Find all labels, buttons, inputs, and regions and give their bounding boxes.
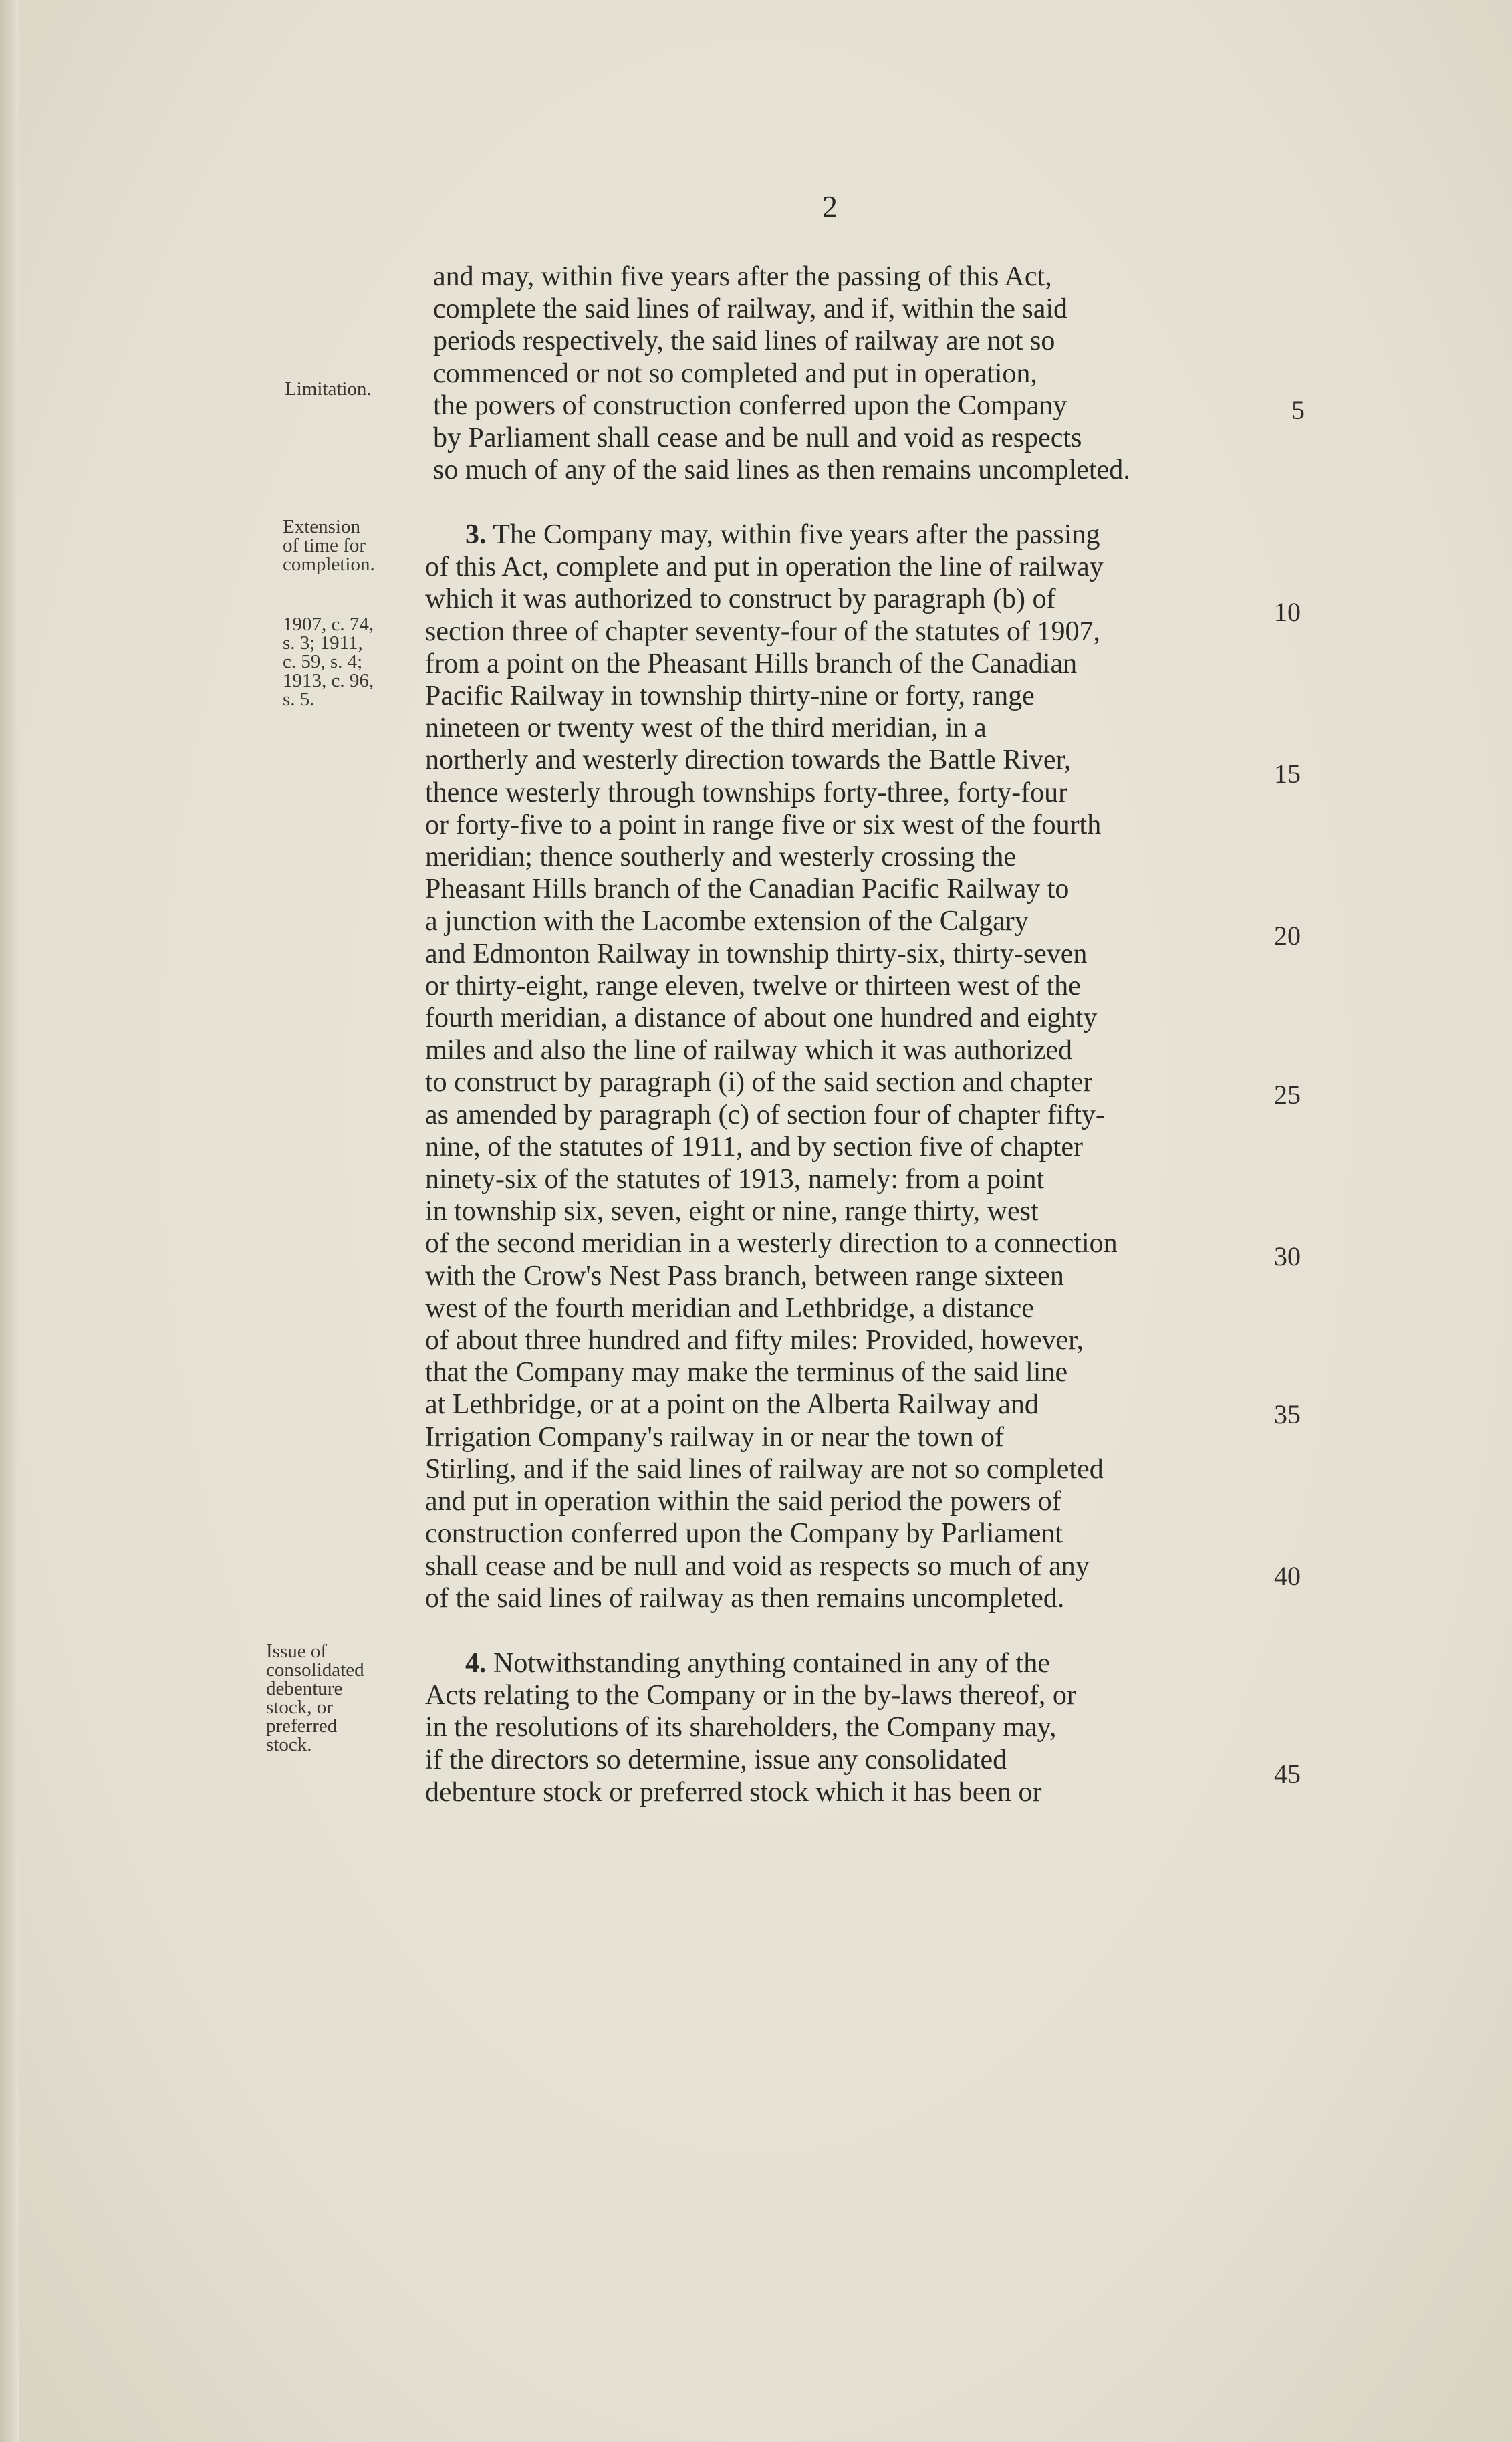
line-number: 30 [1274,1241,1301,1271]
text-line: debenture stock or preferred stock which it has been or [425,1776,1042,1808]
text-line: fourth meridian, a distance of about one hundred and eighty [425,1003,1098,1034]
text-line: shall cease and be null and void as respects so much of any [425,1550,1090,1582]
margin-note-line: preferred [266,1715,338,1737]
line-number: 15 [1274,759,1301,789]
margin-note-line: Issue of [266,1640,328,1662]
text-line: Pacific Railway in township thirty-nine or forty, range [425,681,1035,712]
text-line: and Edmonton Railway in township thirty-six, thirty-seven [425,938,1088,969]
text-line: so much of any of the said lines as then remains uncompleted. [433,455,1130,486]
text-line: at Lethbridge, or at a point on the Alberta Railway and [425,1389,1039,1421]
text-line: section three of chapter seventy-four of the statutes of 1907, [425,616,1100,647]
text-line: meridian; thence southerly and westerly crossing the [425,842,1017,873]
section-number: 4. [465,1648,487,1679]
line-number: 10 [1274,597,1301,627]
section-3-lines [425,551,1269,1614]
section-4-lines [425,1679,1269,1808]
page-number: 2 [822,189,838,223]
section-4 [425,1647,1269,1808]
text-line: of the said lines of railway as then remains uncompleted. [425,1582,1065,1614]
text-line: nine, of the statutes of 1911, and by section five of chapter [425,1131,1083,1163]
text-line: periods respectively, the said lines of railway are not so [433,326,1055,357]
text-line: from a point on the Pheasant Hills branch of the Canadian [425,648,1078,679]
text-line: commenced or not so completed and put in operation, [433,358,1037,389]
margin-note-line: completion. [283,554,375,575]
line-number: 5 [1291,395,1305,425]
text-line: of this Act, complete and put in operation the line of railway [425,552,1104,583]
margin-note-citation [283,615,374,709]
text-line: that the Company may make the terminus of the said line [425,1357,1068,1388]
text-line: northerly and westerly direction towards the Battle River, [425,745,1072,776]
text-line: construction conferred upon the Company by Parliament [425,1518,1063,1550]
text-line: miles and also the line of railway which it was authorized [425,1035,1073,1066]
text-line: the powers of construction conferred upon the Company [433,390,1067,421]
page-edge-shadow [0,0,19,2442]
text-line: Acts relating to the Company or in the by-laws thereof, or [425,1680,1076,1711]
margin-note-limitation: Limitation. [285,378,372,400]
text-line: and put in operation within the said period the powers of [425,1486,1061,1517]
text-line: as amended by paragraph (c) of section four of chapter fifty- [425,1099,1105,1130]
margin-note-line: debenture [266,1678,343,1699]
text-line: nineteen or twenty west of the third meridian, in a [425,713,987,744]
text-line: and may, within five years after the passing of this Act, [433,261,1052,292]
paragraph-continuation [433,261,1277,486]
margin-note-line: Extension [283,516,360,537]
line-number: 45 [1274,1759,1301,1789]
line-number: 35 [1274,1399,1301,1429]
line-number: 40 [1274,1561,1301,1591]
line-number: 25 [1274,1080,1301,1110]
text-line: Notwithstanding anything contained in any of the [493,1648,1050,1679]
text-line: if the directors so determine, issue any consolidated [425,1744,1007,1776]
margin-note-line: stock. [266,1734,312,1755]
text-line: of the second meridian in a westerly direction to a connection [425,1228,1118,1259]
text-line: Irrigation Company's railway in or near the town of [425,1421,1005,1453]
margin-note-line: 1907, c. 74, [283,614,374,635]
margin-note-line: s. 3; 1911, [283,632,363,654]
margin-note-extension [283,517,375,574]
section-3 [425,519,1269,1614]
text-line: in the resolutions of its shareholders, the Company may, [425,1712,1057,1743]
text-line: Pheasant Hills branch of the Canadian Pacific Railway to [425,874,1069,905]
text-line: which it was authorized to construct by paragraph (b) of [425,584,1056,615]
text-line: with the Crow's Nest Pass branch, between range sixteen [425,1260,1064,1292]
text-line: by Parliament shall cease and be null and void as respects [433,422,1082,454]
text-line: in township six, seven, eight or nine, range thirty, west [425,1196,1039,1227]
text-line: thence westerly through townships forty-three, forty-four [425,777,1068,808]
text-line: west of the fourth meridian and Lethbridge, a distance [425,1292,1034,1324]
margin-note-line: stock, or [266,1697,333,1718]
text-line: a junction with the Lacombe extension of the Calgary [425,906,1029,937]
margin-note-issue [266,1642,364,1754]
margin-note-line: s. 5. [283,689,315,710]
margin-note-line: c. 59, s. 4; [283,651,363,673]
text-line: ninety-six of the statutes of 1913, namely: from a point [425,1164,1045,1195]
margin-note-line: of time for [283,535,366,556]
text-line: or thirty-eight, range eleven, twelve or thirteen west of the [425,970,1081,1001]
margin-note-line: consolidated [266,1659,364,1681]
text-line: The Company may, within five years after the passing [493,519,1100,550]
margin-note-line: 1913, c. 96, [283,670,374,691]
text-line: of about three hundred and fifty miles: Provided, however, [425,1325,1084,1356]
text-line: or forty-five to a point in range five or six west of the fourth [425,809,1102,840]
section-4-first-line [425,1647,1269,1679]
section-3-first-line [425,519,1269,551]
line-number: 20 [1274,921,1301,951]
text-line: to construct by paragraph (i) of the said section and chapter [425,1067,1093,1098]
text-line: complete the said lines of railway, and if, within the said [433,293,1068,325]
text-line: Stirling, and if the said lines of railway are not so completed [425,1453,1104,1485]
section-number: 3. [465,519,487,550]
